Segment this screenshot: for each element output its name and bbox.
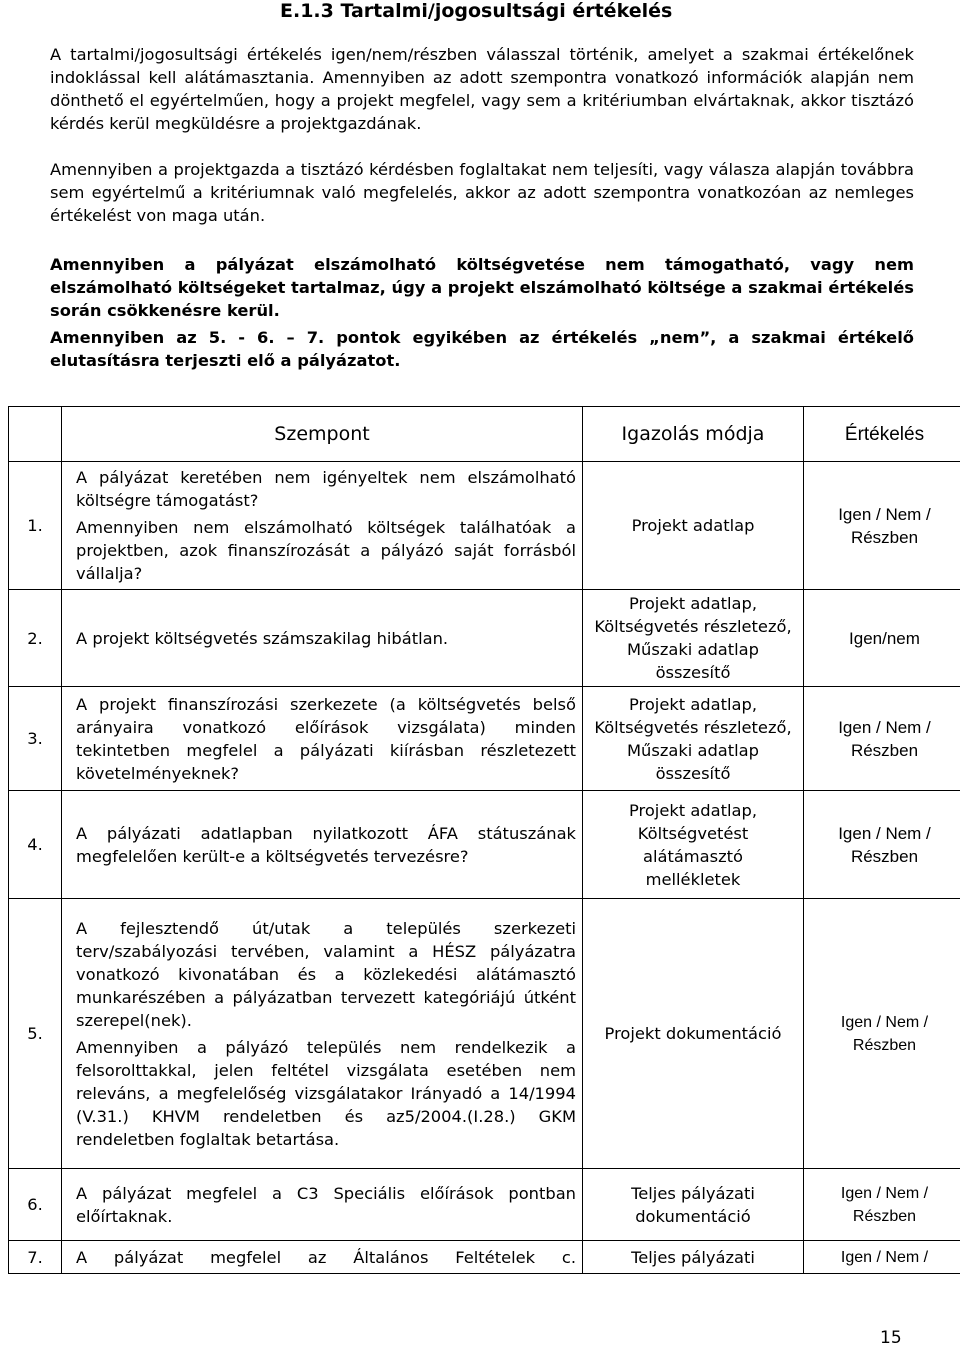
header-criterion: Szempont	[62, 407, 583, 462]
row-evaluation: Igen / Nem / Részben	[804, 687, 960, 791]
header-num	[9, 407, 62, 462]
budget-note-paragraph: Amennyiben a pályázat elszámolható költségvetése nem támogatható, vagy nem elszámolható költségeket tartalmaz, úgy a projekt elszámolható költsége a szakmai értékelés során csökkenésre kerül.	[50, 255, 914, 320]
table-row	[9, 791, 960, 899]
header-verification: Igazolás módja	[583, 407, 804, 462]
row-evaluation: Igen / Nem / Részben	[804, 899, 960, 1169]
table-row	[9, 899, 960, 1169]
table-row	[9, 1169, 960, 1241]
section-title: E.1.3 Tartalmi/jogosultsági értékelés	[280, 0, 673, 22]
row-verification: Teljes pályázati	[583, 1241, 804, 1274]
row-criterion	[62, 590, 583, 687]
row-criterion	[62, 462, 583, 590]
row-evaluation: Igen / Nem /	[804, 1241, 960, 1274]
criterion-part-a: A fejlesztendő út/utak a település szerkezeti terv/szabályozási tervében, valamint a HÉSZ pályázatra vonatkozó kivonatában és a közlekedési alátámasztó munkarészében a pályázatban tervezett kategóriájú útként szerepel(nek).	[76, 918, 576, 1030]
row-criterion	[62, 791, 583, 899]
row-evaluation: Igen / Nem / Részben	[804, 791, 960, 899]
row-num: 2.	[9, 590, 62, 687]
table-row	[9, 590, 960, 687]
row-verification: Projekt dokumentáció	[583, 899, 804, 1169]
row-verification: Projekt adatlap, Költségvetést alátámasztó mellékletek	[583, 791, 804, 899]
row-criterion	[62, 899, 583, 1169]
row-num: 3.	[9, 687, 62, 791]
row-verification: Teljes pályázati dokumentáció	[583, 1169, 804, 1241]
row-evaluation: Igen/nem	[804, 590, 960, 687]
row-evaluation: Igen / Nem / Részben	[804, 1169, 960, 1241]
row-verification: Projekt adatlap, Költségvetés részletező, Műszaki adatlap összesítő	[583, 590, 804, 687]
criterion-part-a: A pályázat keretében nem igényeltek nem elszámolható költségre támogatást?	[76, 468, 576, 510]
intro-paragraph: A tartalmi/jogosultsági értékelés igen/nem/részben válasszal történik, amelyet a szakmai értékelőnek indoklással kell alátámasztania. Amennyiben az adott szempontra vonatkozó információk alapján nem dönthető el egyértelműen, hogy a projekt megfelel, vagy sem a kritériumban elvártaknak, akkor tisztázó kérdés kerül megküldésre a projektgazdának.	[50, 45, 914, 133]
clarification-paragraph: Amennyiben a projektgazda a tisztázó kérdésben foglaltakat nem teljesíti, vagy válasza alapján továbbra sem egyértelmű a kritériumnak való megfelelés, akkor az adott szempontra vonatkozóan az nemleges értékelést von maga után.	[50, 160, 914, 225]
row-num: 7.	[9, 1241, 62, 1274]
row-criterion	[62, 1169, 583, 1241]
row-num: 5.	[9, 899, 62, 1169]
criterion-part-a: A pályázati adatlapban nyilatkozott ÁFA státuszának megfelelően került-e a költségvetés tervezésre?	[76, 823, 576, 866]
criterion-part-a: A pályázat megfelel a C3 Speciális előírások pontban előírtaknak.	[76, 1183, 576, 1226]
evaluation-table	[8, 406, 960, 1274]
table-header-row	[9, 407, 960, 462]
criterion-part-b: Amennyiben a pályázó település nem rendelkezik a felsorolttakkal, jelen feltétel vizsgálata esetében nem releváns, a megfelelőség vizsgálatakor Irányadó a 14/1994 (V.31.) KHVM rendeletben és az5/2004.(I.28.) GKM rendeletben foglaltak betartása.	[76, 1037, 576, 1149]
criterion-part-a: A projekt költségvetés számszakilag hibátlan.	[76, 628, 449, 648]
row-criterion	[62, 687, 583, 791]
table-row	[9, 462, 960, 590]
row-num: 4.	[9, 791, 62, 899]
header-evaluation: Értékelés	[804, 407, 960, 462]
criterion-part-a: A pályázat megfelel az Általános Feltételek c.	[76, 1247, 576, 1267]
row-criterion	[62, 1241, 583, 1274]
rejection-note-paragraph: Amennyiben az 5. - 6. – 7. pontok egyikében az értékelés „nem”, a szakmai értékelő elutasításra terjeszti elő a pályázatot.	[50, 328, 914, 370]
row-num: 1.	[9, 462, 62, 590]
table-row	[9, 687, 960, 791]
row-verification: Projekt adatlap, Költségvetés részletező, Műszaki adatlap összesítő	[583, 687, 804, 791]
table-row	[9, 1241, 960, 1274]
row-evaluation: Igen / Nem / Részben	[804, 462, 960, 590]
row-verification: Projekt adatlap	[583, 462, 804, 590]
criterion-part-a: A projekt finanszírozási szerkezete (a költségvetés belső arányaira vonatkozó előírások vizsgálata) minden tekintetben megfelel a pályázati kiírásban részletezett követelményeknek?	[76, 694, 576, 783]
criterion-part-b: Amennyiben nem elszámolható költségek találhatóak a projektben, azok finanszírozását a pályázó saját forrásból vállalja?	[76, 518, 576, 583]
row-num: 6.	[9, 1169, 62, 1241]
page-number: 15	[880, 1328, 902, 1348]
